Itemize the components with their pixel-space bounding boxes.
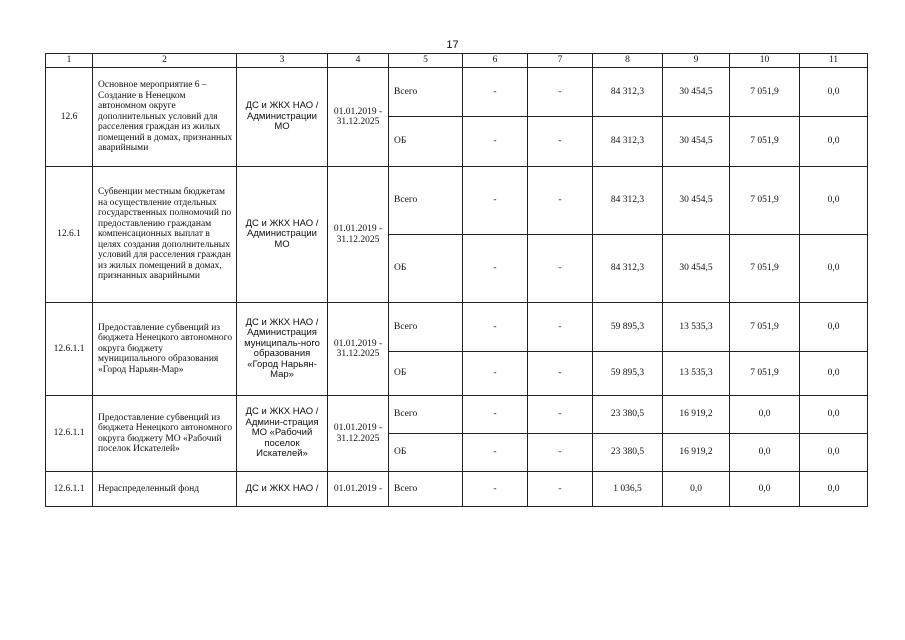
cell-col9: 0,0	[663, 472, 730, 507]
cell-col7: -	[528, 167, 593, 235]
row-period: 01.01.2019 -	[328, 472, 389, 507]
cell-col7: -	[528, 117, 593, 167]
row-name: Предоставление субвенций из бюджета Ненецкого автономного округа бюджету муниципального образования «Город Нарьян-Мар»	[93, 303, 237, 396]
row-executor: ДС и ЖКХ НАО / Администрации МО	[237, 68, 328, 167]
header-cell: 5	[389, 54, 463, 68]
row-code: 12.6.1.1	[46, 303, 93, 396]
page-number: 17	[446, 39, 459, 51]
row-executor: ДС и ЖКХ НАО / Администрация муниципаль-ного образования «Город Нарьян-Мар»	[237, 303, 328, 396]
cell-col6: -	[463, 303, 528, 352]
cell-col8: 23 380,5	[593, 434, 663, 472]
cell-col8: 84 312,3	[593, 68, 663, 117]
cell-col8: 23 380,5	[593, 396, 663, 434]
cell-col10: 7 051,9	[730, 117, 800, 167]
cell-col9: 30 454,5	[663, 235, 730, 303]
cell-col11: 0,0	[800, 303, 868, 352]
row-period: 01.01.2019 - 31.12.2025	[328, 396, 389, 472]
cell-col8: 84 312,3	[593, 167, 663, 235]
row-name: Субвенции местным бюджетам на осуществление отдельных государственных полномочий по предоставлению гражданам компенсационных выплат в целях создания дополнительных условий для расселения граждан из жилых помещений в домах, признанных аварийными	[93, 167, 237, 303]
cell-col8: 84 312,3	[593, 235, 663, 303]
cell-col10: 7 051,9	[730, 303, 800, 352]
funding-source: ОБ	[389, 434, 463, 472]
cell-col9: 30 454,5	[663, 117, 730, 167]
cell-col10: 7 051,9	[730, 235, 800, 303]
cell-col7: -	[528, 396, 593, 434]
cell-col11: 0,0	[800, 167, 868, 235]
cell-col10: 7 051,9	[730, 68, 800, 117]
funding-source: ОБ	[389, 117, 463, 167]
cell-col7: -	[528, 68, 593, 117]
table-row	[46, 167, 868, 235]
cell-col6: -	[463, 434, 528, 472]
funding-source: Всего	[389, 68, 463, 117]
cell-col11: 0,0	[800, 235, 868, 303]
funding-source: Всего	[389, 303, 463, 352]
budget-table	[45, 53, 868, 507]
row-period: 01.01.2019 - 31.12.2025	[328, 303, 389, 396]
cell-col8: 84 312,3	[593, 117, 663, 167]
table-row	[46, 68, 868, 117]
table-row	[46, 396, 868, 434]
row-name: Нераспределенный фонд	[93, 472, 237, 507]
cell-col6: -	[463, 472, 528, 507]
cell-col8: 59 895,3	[593, 303, 663, 352]
row-executor: ДС и ЖКХ НАО / Админи-страция МО «Рабочий поселок Искателей»	[237, 396, 328, 472]
cell-col9: 30 454,5	[663, 68, 730, 117]
header-cell: 6	[463, 54, 528, 68]
funding-source: Всего	[389, 472, 463, 507]
funding-source: ОБ	[389, 235, 463, 303]
cell-col10: 7 051,9	[730, 352, 800, 396]
row-executor: ДС и ЖКХ НАО / Администрации МО	[237, 167, 328, 303]
cell-col9: 16 919,2	[663, 434, 730, 472]
header-cell: 1	[46, 54, 93, 68]
cell-col6: -	[463, 68, 528, 117]
cell-col11: 0,0	[800, 396, 868, 434]
funding-source: Всего	[389, 167, 463, 235]
cell-col7: -	[528, 303, 593, 352]
cell-col11: 0,0	[800, 352, 868, 396]
header-cell: 7	[528, 54, 593, 68]
funding-source: ОБ	[389, 352, 463, 396]
header-cell: 4	[328, 54, 389, 68]
cell-col9: 13 535,3	[663, 352, 730, 396]
header-cell: 10	[730, 54, 800, 68]
header-cell: 8	[593, 54, 663, 68]
header-cell: 11	[800, 54, 868, 68]
cell-col11: 0,0	[800, 68, 868, 117]
cell-col11: 0,0	[800, 472, 868, 507]
row-code: 12.6	[46, 68, 93, 167]
cell-col10: 0,0	[730, 434, 800, 472]
cell-col6: -	[463, 352, 528, 396]
cell-col6: -	[463, 117, 528, 167]
cell-col9: 13 535,3	[663, 303, 730, 352]
cell-col8: 59 895,3	[593, 352, 663, 396]
cell-col7: -	[528, 434, 593, 472]
cell-col11: 0,0	[800, 117, 868, 167]
cell-col9: 16 919,2	[663, 396, 730, 434]
row-executor: ДС и ЖКХ НАО /	[237, 472, 328, 507]
cell-col11: 0,0	[800, 434, 868, 472]
funding-source: Всего	[389, 396, 463, 434]
header-row	[46, 54, 868, 68]
table-row	[46, 303, 868, 352]
row-code: 12.6.1.1	[46, 472, 93, 507]
cell-col8: 1 036,5	[593, 472, 663, 507]
cell-col6: -	[463, 167, 528, 235]
header-cell: 3	[237, 54, 328, 68]
cell-col6: -	[463, 235, 528, 303]
row-period: 01.01.2019 - 31.12.2025	[328, 68, 389, 167]
cell-col9: 30 454,5	[663, 167, 730, 235]
row-code: 12.6.1.1	[46, 396, 93, 472]
header-cell: 9	[663, 54, 730, 68]
cell-col10: 0,0	[730, 396, 800, 434]
row-name: Основное мероприятие 6 – Создание в Ненецком автономном округе дополнительных условий для расселения граждан из жилых помещений в домах, признанных аварийными	[93, 68, 237, 167]
cell-col10: 0,0	[730, 472, 800, 507]
cell-col7: -	[528, 352, 593, 396]
cell-col7: -	[528, 235, 593, 303]
header-cell: 2	[93, 54, 237, 68]
table-row	[46, 472, 868, 507]
row-code: 12.6.1	[46, 167, 93, 303]
cell-col10: 7 051,9	[730, 167, 800, 235]
cell-col7: -	[528, 472, 593, 507]
row-period: 01.01.2019 - 31.12.2025	[328, 167, 389, 303]
cell-col6: -	[463, 396, 528, 434]
row-name: Предоставление субвенций из бюджета Ненецкого автономного округа бюджету МО «Рабочий поселок Искателей»	[93, 396, 237, 472]
